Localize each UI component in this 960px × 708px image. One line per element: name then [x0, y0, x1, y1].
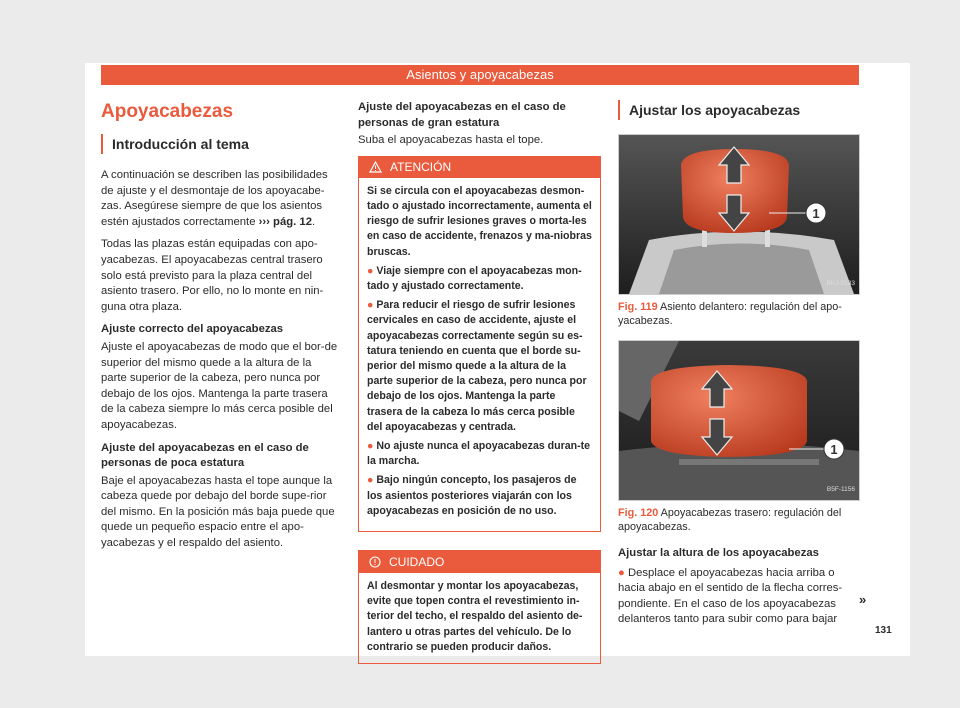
warning-item-text: No ajuste nunca el apoyacabezas duran-te la marcha.: [367, 440, 591, 468]
section-subtitle: Introducción al tema: [101, 134, 340, 154]
warning-item-text: Bajo ningún concepto, los pasajeros de los asientos posteriores viajarán con los apoyacabezas en posición de no uso.: [367, 474, 577, 517]
page-number: 131: [875, 625, 892, 636]
page-reference-link[interactable]: ››› pág. 12: [258, 215, 312, 228]
bullet-icon: ●: [618, 566, 628, 579]
section-title-adjust: Ajustar los apoyacabezas: [618, 100, 859, 120]
column-1: [101, 100, 340, 559]
rear-headrest-illustration: [619, 341, 859, 500]
bullet-icon: ●: [367, 264, 377, 277]
chapter-header: Asientos y apoyacabezas: [101, 65, 859, 85]
heading-adjust-height: Ajustar la altura de los apoyacabezas: [618, 547, 819, 559]
warning-item: [367, 298, 592, 435]
warning-body: [359, 178, 600, 531]
callout-number: 1: [830, 442, 838, 457]
seats-paragraph: Todas las plazas están equipadas con apo-yacabezas. El apoyacabezas central trasero solo está previsto para la plaza central del asiento trasero. Por ello, no lo monte en nin-guna otra plaza.: [101, 238, 324, 313]
bullet-icon: ●: [367, 440, 377, 453]
caution-header: [359, 551, 600, 573]
caution-title: CUIDADO: [389, 555, 445, 570]
caution-box: [358, 550, 601, 664]
heading-correct-adjustment: Ajuste correcto del apoyacabezas: [101, 323, 284, 336]
short-stature-paragraph: Baje el apoyacabezas hasta el tope aunque la cabeza quede por debajo del borde supe-rior del mismo. En la posición más baja puede que quede un pequeño espacio entre el apo-yacabezas y el respaldo del asiento.: [101, 474, 335, 550]
tall-stature-paragraph: Suba el apoyacabezas hasta el tope.: [358, 134, 544, 147]
warning-triangle-icon: [369, 159, 382, 180]
column-3: [618, 100, 859, 635]
figure-rear-headrest: [618, 340, 860, 501]
warning-title: ATENCIÓN: [390, 159, 452, 174]
column-2: [358, 100, 601, 664]
figure-code: B5F-1156: [826, 486, 855, 494]
figure-caption: [618, 300, 859, 328]
warning-header: [359, 157, 600, 178]
figure-front-headrest: [618, 134, 860, 295]
warning-item: [367, 439, 592, 469]
figure-caption-text: Asiento delantero: regulación del apo-yacabezas.: [618, 301, 842, 327]
section-title: Apoyacabezas: [101, 101, 234, 122]
continue-mark: »: [859, 592, 867, 607]
callout-number: 1: [812, 206, 820, 221]
intro-paragraph: A continuación se describen las posibilidades de ajuste y el desmontaje de los apoyacabe-zas. Asegúrese siempre de que los asientos estén ajustados correctamente ››› pág. 12.: [101, 169, 328, 228]
bullet-icon: ●: [367, 299, 377, 312]
info-circle-icon: [369, 553, 381, 575]
bullet-icon: ●: [367, 474, 377, 487]
figure-caption-text: Apoyacabezas trasero: regulación del apoyacabezas.: [618, 507, 842, 533]
warning-intro: Si se circula con el apoyacabezas desmon-tado o ajustado incorrectamente, aumenta el riesgo de sufrir lesiones graves o morta-les en caso de accidente, frenazos y ma-niobras bruscas.: [367, 184, 592, 258]
warning-item: [367, 473, 592, 519]
adjust-height-paragraph: [618, 566, 859, 628]
figure-code: BKJ-0183: [826, 280, 855, 288]
warning-item-text: Para reducir el riesgo de sufrir lesiones cervicales en caso de accidente, ajuste el apoyacabezas correctamente según su es-tatura teniendo en cuenta que el borde su-perior del mismo quede a la altura de la parte superior de la cabeza, pero nunca por debajo de los ojos. Mantenga la parte trasera de la cabeza lo más cerca posible del apoyacabezas y centrada.: [367, 299, 587, 433]
intro-text: A continuación se describen las posibilidades de ajuste y el desmontaje de los apoyacabe-zas. Asegúrese siempre de que los asientos estén ajustados correctamente: [101, 169, 328, 228]
figure-label: Fig. 119: [618, 301, 658, 313]
figure-label: Fig. 120: [618, 507, 659, 519]
front-headrest-illustration: [619, 135, 859, 294]
warning-item: [367, 264, 592, 294]
caution-text: Al desmontar y montar los apoyacabezas, evite que topen contra el revestimiento in-terior del techo, el respaldo del asiento de-lantero u otras partes del vehículo. De lo contrario se pueden producir daños.: [367, 580, 583, 653]
correct-adjustment-paragraph: Ajuste el apoyacabezas de modo que el bor-de superior del mismo quede a la altura de la parte superior de la cabeza, pero nunca por debajo de los ojos. Mantenga la parte trasera de la cabeza siempre lo más cerca posible del apoyacabezas.: [101, 340, 338, 431]
warning-item-text: Viaje siempre con el apoyacabezas mon-tado y ajustado correctamente.: [367, 264, 582, 292]
adjust-height-text: Desplace el apoyacabezas hacia arriba o hacia abajo en el sentido de la flecha corres-pondiente. En el caso de los apoyacabezas delanteros tanto para subir como para bajar: [618, 566, 843, 626]
figure-caption: [618, 506, 859, 534]
warning-box: [358, 156, 601, 532]
heading-tall-stature: Ajuste del apoyacabezas en el caso de personas de gran estatura: [358, 101, 566, 129]
heading-short-stature: Ajuste del apoyacabezas en el caso de personas de poca estatura: [101, 441, 309, 470]
